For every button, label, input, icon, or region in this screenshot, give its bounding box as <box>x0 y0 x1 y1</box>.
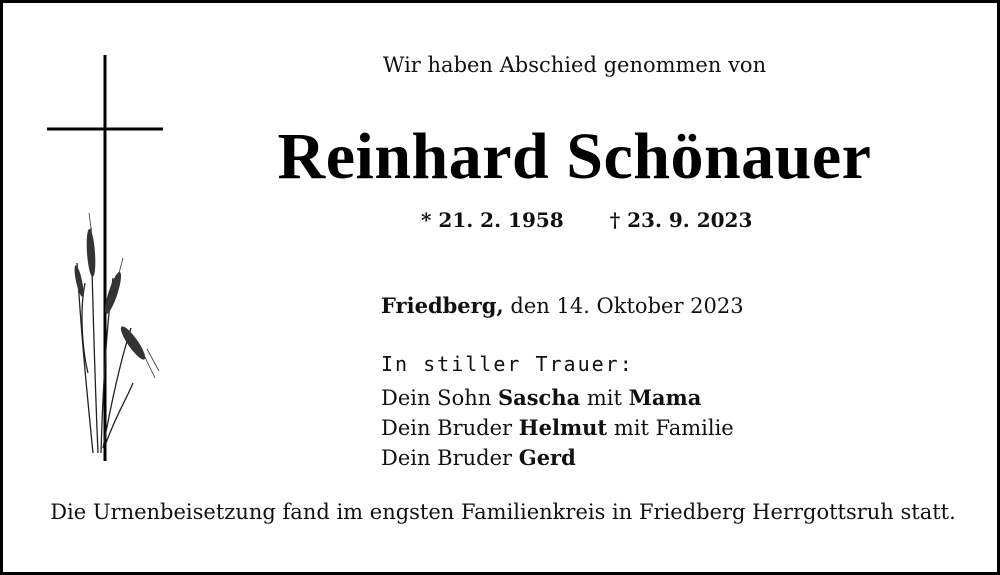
life-dates <box>421 208 752 232</box>
cross-with-wheat-icon <box>43 53 173 463</box>
place-name: Friedberg, <box>381 293 504 318</box>
deceased-name: Reinhard Schönauer <box>277 120 872 193</box>
intro-text: Wir haben Abschied genommen von <box>382 53 767 77</box>
mourner-line: Dein Sohn Sascha mit Mama <box>381 385 702 410</box>
mourner-line: Dein Bruder Helmut mit Familie <box>381 415 734 440</box>
mourning-heading: In stiller Trauer: <box>381 352 634 376</box>
death-date: † 23. 9. 2023 <box>609 208 753 232</box>
birth-date: * 21. 2. 1958 <box>421 208 564 232</box>
mourner-line: Dein Bruder Gerd <box>381 445 576 470</box>
notice-date: den 14. Oktober 2023 <box>503 294 744 318</box>
burial-note: Die Urnenbeisetzung fand im engsten Familienkreis in Friedberg Herrgottsruh statt. <box>50 500 956 524</box>
place-date-line <box>381 293 744 318</box>
mourners-list <box>381 383 734 473</box>
